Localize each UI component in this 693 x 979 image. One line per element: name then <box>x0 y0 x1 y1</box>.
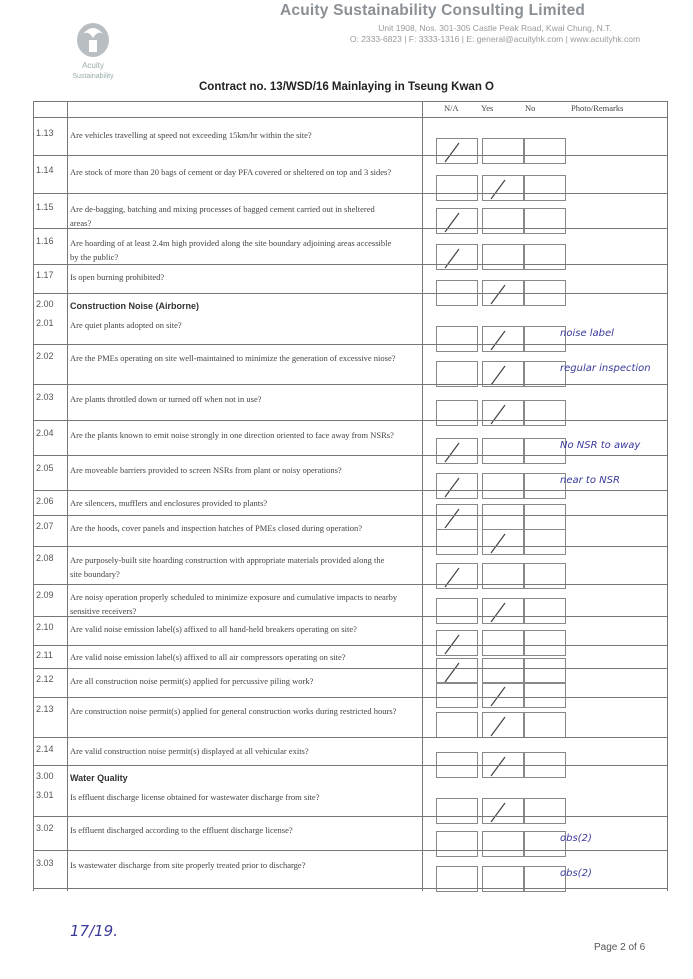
checkbox-no[interactable] <box>524 175 566 201</box>
checkbox-yes[interactable] <box>482 208 524 234</box>
checkbox-na[interactable] <box>436 563 478 589</box>
checkbox-na[interactable] <box>436 598 478 624</box>
checkbox-yes[interactable] <box>482 712 524 738</box>
table-num-divider <box>67 101 68 891</box>
item-number: 2.08 <box>36 553 54 563</box>
checkbox-na[interactable] <box>436 529 478 555</box>
row-divider <box>33 455 667 456</box>
checklist-question: Are moveable barriers provided to screen NSRs from plant or noisy operations? <box>70 465 342 475</box>
checkbox-no[interactable] <box>524 798 566 824</box>
row-divider <box>33 584 667 585</box>
checklist-question: Are stock of more than 20 bags of cement or day PFA covered or sheltered on top and 3 sides? <box>70 167 392 177</box>
checklist-question: Are purposely-built site hoarding construction with appropriate materials provided along the site boundary? <box>70 555 385 579</box>
checkbox-na[interactable] <box>436 244 478 270</box>
checkbox-yes[interactable] <box>482 529 524 555</box>
item-number: 2.12 <box>36 674 54 684</box>
item-number: 1.13 <box>36 128 54 138</box>
row-divider <box>33 490 667 491</box>
row-divider <box>33 850 667 851</box>
checkmark-icon <box>483 281 525 307</box>
checkbox-yes[interactable] <box>482 682 524 708</box>
col-yes: Yes <box>481 103 494 113</box>
row-divider <box>33 293 667 294</box>
checkbox-no[interactable] <box>524 563 566 589</box>
checkbox-na[interactable] <box>436 138 478 164</box>
checklist-question: Are valid noise emission label(s) affixed to all air compressors operating on site? <box>70 652 346 662</box>
row-divider <box>33 420 667 421</box>
item-number: 3.00 <box>36 771 54 781</box>
logo-text-1: Acuity <box>82 61 104 70</box>
checkbox-na[interactable] <box>436 326 478 352</box>
row-divider <box>33 816 667 817</box>
checklist-question: Are quiet plants adopted on site? <box>70 320 182 330</box>
section-heading: Water Quality <box>70 773 128 783</box>
row-divider <box>33 264 667 265</box>
checkmark-icon <box>483 530 525 556</box>
checkmark-icon <box>483 683 525 709</box>
item-number: 2.13 <box>36 704 54 714</box>
checkbox-na[interactable] <box>436 400 478 426</box>
handwritten-remark: regular inspection <box>560 363 651 374</box>
checkbox-yes[interactable] <box>482 563 524 589</box>
checkmark-icon <box>437 139 479 165</box>
item-number: 3.01 <box>36 790 54 800</box>
row-divider <box>33 697 667 698</box>
checkmark-icon <box>437 209 479 235</box>
checkmark-icon <box>437 245 479 271</box>
checkbox-yes[interactable] <box>482 473 524 499</box>
table-header-border <box>33 117 667 118</box>
checklist-question: Is open burning prohibited? <box>70 272 165 282</box>
checkbox-no[interactable] <box>524 529 566 555</box>
item-number: 1.16 <box>36 236 54 246</box>
item-number: 3.03 <box>36 858 54 868</box>
company-address <box>300 23 690 45</box>
checklist-question: Is wastewater discharge from site properly treated prior to discharge? <box>70 860 306 870</box>
checkmark-icon <box>437 474 479 500</box>
page-number: Page 2 of 6 <box>594 942 646 953</box>
item-number: 1.15 <box>36 202 54 212</box>
checkbox-na[interactable] <box>436 438 478 464</box>
checkbox-yes[interactable] <box>482 244 524 270</box>
checkmark-icon <box>483 753 525 779</box>
checkbox-na[interactable] <box>436 208 478 234</box>
logo-text-2: Sustainability <box>72 73 114 80</box>
handwritten-remark: obs(2) <box>560 833 592 844</box>
item-number: 2.14 <box>36 744 54 754</box>
handwritten-remark: noise label <box>560 328 614 339</box>
checkmark-icon <box>437 505 479 531</box>
item-number: 2.09 <box>36 590 54 600</box>
row-divider <box>33 155 667 156</box>
item-number: 2.02 <box>36 351 54 361</box>
checkmark-icon <box>483 599 525 625</box>
checkbox-na[interactable] <box>436 798 478 824</box>
item-number: 2.10 <box>36 622 54 632</box>
handwritten-remark: No NSR to away <box>560 440 641 451</box>
checkmark-icon <box>437 439 479 465</box>
item-number: 2.00 <box>36 299 54 309</box>
checklist-question: Are silencers, mufflers and enclosures provided to plants? <box>70 498 268 508</box>
row-divider <box>33 228 667 229</box>
checkbox-yes[interactable] <box>482 138 524 164</box>
checkbox-yes[interactable] <box>482 326 524 352</box>
table-q-divider <box>422 101 423 891</box>
col-no: No <box>525 103 536 113</box>
address-line-2: O: 2333-6823 | F: 3333-1316 | E: general@acuityhk.com | www.acuityhk.com <box>349 34 641 44</box>
checkbox-no[interactable] <box>524 658 566 684</box>
checkmark-icon <box>483 327 525 353</box>
contract-title: Contract no. 13/WSD/16 Mainlaying in Tseung Kwan O <box>199 81 494 93</box>
checkbox-yes[interactable] <box>482 598 524 624</box>
item-number: 2.06 <box>36 496 54 506</box>
checklist-question: Are vehicles travelling at speed not exceeding 15km/hr within the site? <box>70 130 312 140</box>
checkbox-yes[interactable] <box>482 175 524 201</box>
item-number: 2.07 <box>36 521 54 531</box>
item-number: 2.11 <box>36 650 53 660</box>
checkbox-yes[interactable] <box>482 438 524 464</box>
table-right-border <box>667 101 668 891</box>
handwritten-note: 17/19. <box>70 922 118 940</box>
checkbox-no[interactable] <box>524 712 566 738</box>
checkbox-no[interactable] <box>524 138 566 164</box>
item-number: 2.05 <box>36 463 54 473</box>
checkbox-yes[interactable] <box>482 630 524 656</box>
checklist-question: Are hoarding of at least 2.4m high provided along the site boundary adjoining areas accessible by the public? <box>70 238 392 262</box>
col-na: N/A <box>444 103 459 113</box>
row-divider <box>33 193 667 194</box>
checkmark-icon <box>437 631 479 657</box>
checkbox-na[interactable] <box>436 658 478 684</box>
checkmark-icon <box>483 401 525 427</box>
checkbox-yes[interactable] <box>482 400 524 426</box>
checkbox-na[interactable] <box>436 712 478 738</box>
item-number: 1.17 <box>36 270 54 280</box>
row-divider <box>33 344 667 345</box>
item-number: 3.02 <box>36 823 54 833</box>
checkbox-no[interactable] <box>524 244 566 270</box>
row-divider <box>33 384 667 385</box>
table-left-border <box>33 101 34 891</box>
checklist-question: Are construction noise permit(s) applied for general construction works during restricted hours? <box>70 706 397 716</box>
checkbox-yes[interactable] <box>482 831 524 857</box>
checkbox-no[interactable] <box>524 504 566 530</box>
row-divider <box>33 668 667 669</box>
checkbox-no[interactable] <box>524 400 566 426</box>
checkbox-na[interactable] <box>436 175 478 201</box>
checklist-question: Are noisy operation properly scheduled to minimize exposure and cumulative impacts to nearby sensitive receivers? <box>70 592 398 616</box>
checklist-question: Are valid construction noise permit(s) displayed at all vehicular exits? <box>70 746 309 756</box>
handwritten-remark: obs(2) <box>560 868 592 879</box>
checkbox-yes[interactable] <box>482 658 524 684</box>
checkbox-na[interactable] <box>436 682 478 708</box>
company-name: Acuity Sustainability Consulting Limited <box>280 2 586 19</box>
checklist-question: Are all construction noise permit(s) applied for percussive piling work? <box>70 676 314 686</box>
checklist-question: Is effluent discharged according to the effluent discharge license? <box>70 825 293 835</box>
checklist-question: Is effluent discharge license obtained for wastewater discharge from site? <box>70 792 320 802</box>
item-number: 2.03 <box>36 392 54 402</box>
checkbox-yes[interactable] <box>482 798 524 824</box>
checklist-question: Are the plants known to emit noise strongly in one direction oriented to face away from NSRs? <box>70 430 394 440</box>
checklist-question: Are de-bagging, batching and mixing processes of bagged cement carried out in sheltered areas? <box>70 204 375 228</box>
item-number: 1.14 <box>36 165 54 175</box>
checkbox-no[interactable] <box>524 682 566 708</box>
section-heading: Construction Noise (Airborne) <box>70 301 200 311</box>
checkbox-na[interactable] <box>436 630 478 656</box>
checkbox-na[interactable] <box>436 473 478 499</box>
item-number: 2.04 <box>36 428 54 438</box>
address-line-1: Unit 1908, Nos. 301-305 Castle Peak Road, Kwai Chung, N.T. <box>378 23 612 33</box>
checkmark-icon <box>437 564 479 590</box>
row-divider <box>33 546 667 547</box>
checkbox-na[interactable] <box>436 504 478 530</box>
handwritten-remark: near to NSR <box>560 475 620 486</box>
item-number: 2.01 <box>36 318 54 328</box>
checkbox-na[interactable] <box>436 831 478 857</box>
checklist-question: Are the PMEs operating on site well-maintained to minimize the generation of excessive niose? <box>70 353 396 363</box>
checkbox-no[interactable] <box>524 630 566 656</box>
row-divider <box>33 515 667 516</box>
row-divider <box>33 737 667 738</box>
checkmark-icon <box>483 713 525 739</box>
row-divider <box>33 765 667 766</box>
row-divider <box>33 888 667 889</box>
company-logo <box>58 20 128 82</box>
row-divider <box>33 645 667 646</box>
checkbox-no[interactable] <box>524 598 566 624</box>
checklist-question: Are valid noise emission label(s) affixed to all hand-held breakers operating on site? <box>70 624 357 634</box>
checklist-question: Are plants throttled down or turned off when not in use? <box>70 394 262 404</box>
checkmark-icon <box>483 799 525 825</box>
row-divider <box>33 616 667 617</box>
table-top-border <box>33 101 667 102</box>
checkbox-yes[interactable] <box>482 504 524 530</box>
checkmark-icon <box>483 176 525 202</box>
checklist-question: Are the hoods, cover panels and inspection hatches of PMEs closed during operation? <box>70 523 362 533</box>
checkbox-no[interactable] <box>524 208 566 234</box>
col-remarks: Photo/Remarks <box>571 103 624 113</box>
